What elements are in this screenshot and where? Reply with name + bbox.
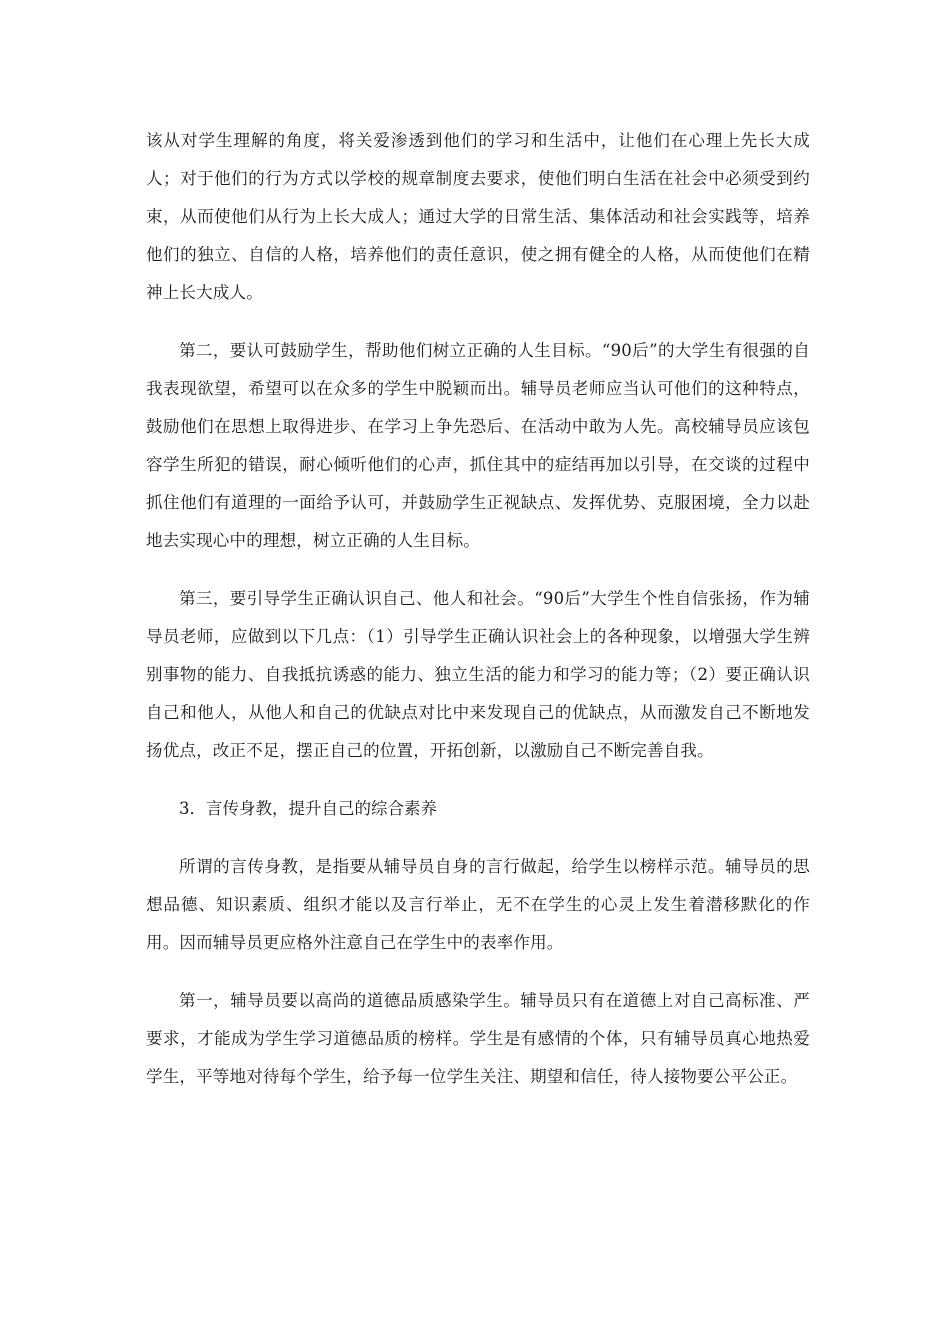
document-body	[146, 122, 810, 1096]
paragraph-continued: 该从对学生理解的角度，将关爱渗透到他们的学习和生活中，让他们在心理上先长大成人；对于他们的行为方式以学校的规章制度去要求，使他们明白生活在社会中必须受到约束，从而使他们从行为上长大成人；通过大学的日常生活、集体活动和社会实践等，培养他们的独立、自信的人格，培养他们的责任意识，使之拥有健全的人格，从而使他们在精神上长大成人。	[146, 131, 810, 302]
paragraph-gap	[146, 770, 810, 790]
paragraph-first-point: 第一，辅导员要以高尚的道德品质感染学生。辅导员只有在道德上对自己高标准、严要求，才能成为学生学习道德品质的榜样。学生是有感情的个体，只有辅导员真心地热爱学生，平等地对待每个学生，给予每一位学生关注、期望和信任，待人接物要公平公正。	[146, 991, 810, 1086]
paragraph-second-point: 第二，要认可鼓励学生，帮助他们树立正确的人生目标。“90后”的大学生有很强的自我表现欲望，希望可以在众多的学生中脱颖而出。辅导员老师应当认可他们的这种特点，鼓励他们在思想上取得进步、在学习上争先恐后、在活动中敢为人先。高校辅导员应该包容学生所犯的错误，耐心倾听他们的心声，抓住其中的症结再加以引导，在交谈的过程中抓住他们有道理的一面给予认可，并鼓励学生正视缺点、发挥优势、克服困境，全力以赴地去实现心中的理想，树立正确的人生目标。	[146, 341, 810, 550]
paragraph-gap	[146, 560, 810, 580]
paragraph-gap	[146, 828, 810, 848]
paragraph-third-point: 第三，要引导学生正确认识自己、他人和社会。“90后”大学生个性自信张扬，作为辅导员老师，应做到以下几点：（1）引导学生正确认识社会上的各种现象，以增强大学生辨别事物的能力、自我抵抗诱惑的能力、独立生活的能力和学习的能力等；（2）要正确认识自己和他人，从他人和自己的优缺点对比中来发现自己的优缺点，从而激发自己不断地发扬优点，改正不足，摆正自己的位置，开拓创新，以激励自己不断完善自我。	[146, 589, 810, 760]
paragraph-gap	[146, 962, 810, 982]
section-heading: 3．言传身教，提升自己的综合素养	[179, 799, 437, 818]
paragraph-gap	[146, 312, 810, 332]
paragraph-definition: 所谓的言传身教，是指要从辅导员自身的言行做起，给学生以榜样示范。辅导员的思想品德、知识素质、组织才能以及言行举止，无不在学生的心灵上发生着潜移默化的作用。因而辅导员更应格外注意自己在学生中的表率作用。	[146, 857, 810, 952]
